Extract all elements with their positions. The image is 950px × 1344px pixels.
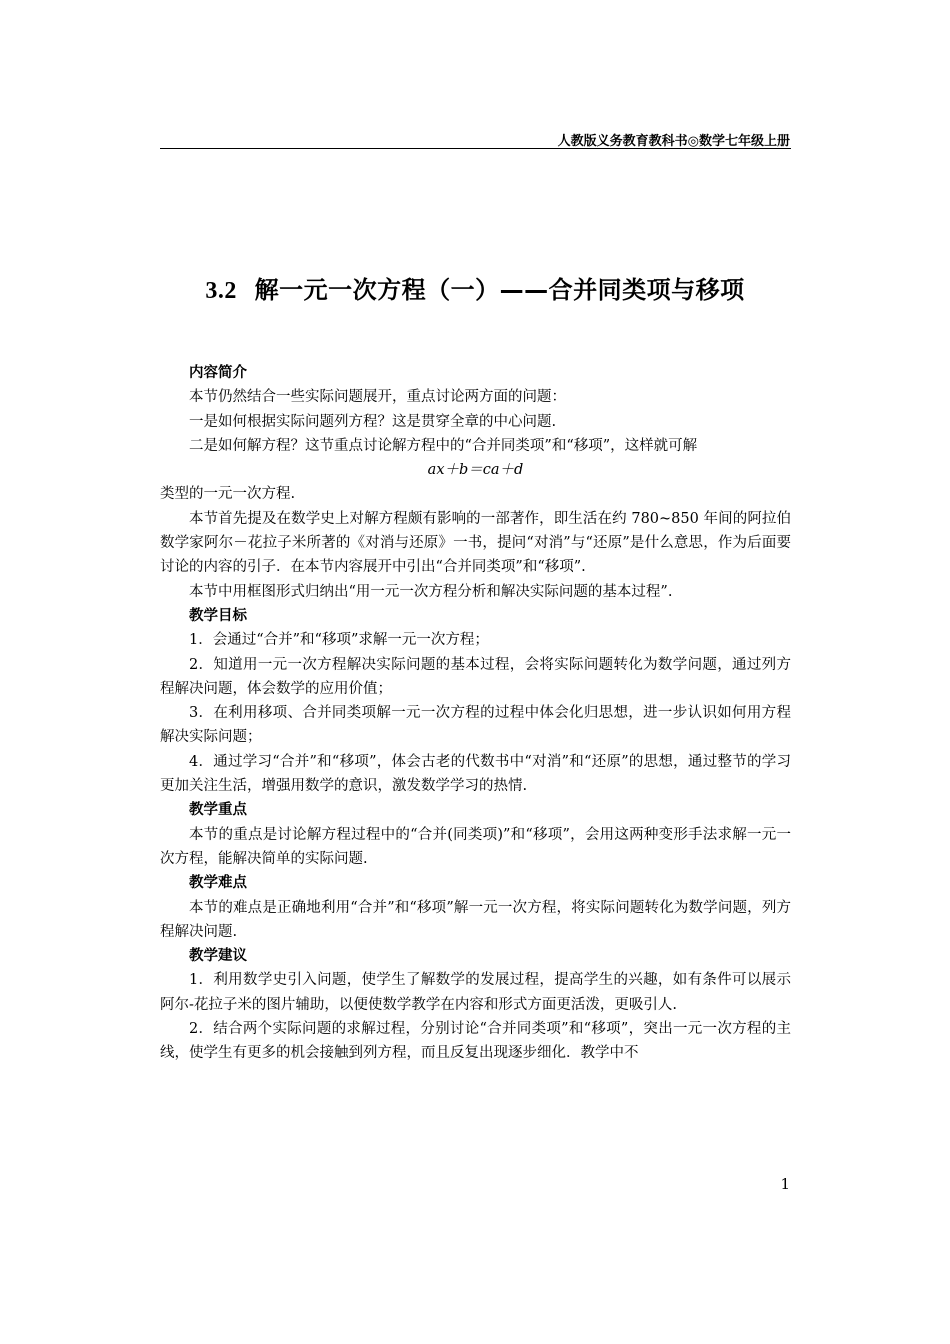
paragraph: 本节仍然结合一些实际问题展开，重点讨论两方面的问题： bbox=[189, 389, 566, 406]
paragraph: 本节首先提及在数学史上对解方程颇有影响的一部著作，即生活在约 780~850 年间的阿拉伯数学家阿尔－花拉子米所著的《对消与还原》一书，提问“对消”与“还原”是什么意思，作为后面要讨论的内容的引子．在本节内容展开中引出“合并同类项”和“移项”. bbox=[160, 510, 791, 576]
list-item: 2．结合两个实际问题的求解过程，分别讨论“合并同类项”和“移项”，突出一元一次方程的主线，使学生有更多的机会接触到列方程，而且反复出现逐步细化．教学中不 bbox=[160, 1021, 791, 1062]
paragraph: 二是如何解方程？这节重点讨论解方程中的“合并同类项”和“移项”，这样就可解 bbox=[189, 437, 698, 454]
page-title bbox=[0, 270, 950, 305]
list-item: 2．知道用一元一次方程解决实际问题的基本过程，会将实际问题转化为数学问题，通过列方程解决问题，体会数学的应用价值； bbox=[160, 656, 791, 697]
section-title: 解一元一次方程（一）——合并同类项与移项 bbox=[254, 276, 745, 304]
section-number: 3.2 bbox=[205, 278, 237, 304]
paragraph: 本节的重点是讨论解方程过程中的“合并(同类项)”和“移项”，会用这两种变形手法求解一元一次方程，能解决简单的实际问题. bbox=[160, 826, 791, 867]
paragraph: 本节中用框图形式归纳出“用一元一次方程分析和解决实际问题的基本过程”. bbox=[189, 583, 673, 600]
section-heading: 教学目标 bbox=[189, 607, 247, 624]
page-number: 1 bbox=[780, 1175, 790, 1193]
running-header: 人教版义务教育教科书◎数学七年级上册 bbox=[557, 134, 790, 149]
paragraph: 本节的难点是正确地利用“合并”和“移项”解一元一次方程，将实际问题转化为数学问题，列方程解决问题. bbox=[160, 899, 791, 940]
section-heading: 教学难点 bbox=[189, 875, 247, 892]
list-item: 3．在利用移项、合并同类项解一元一次方程的过程中体会化归思想，进一步认识如何用方程解决实际问题； bbox=[160, 705, 791, 746]
body-content bbox=[160, 361, 791, 1066]
list-item: 4．通过学习“合并”和“移项”，体会古老的代数书中“对消”和“还原”的思想，通过整节的学习更加关注生活，增强用数学的意识，激发数学学习的热情. bbox=[160, 753, 791, 795]
section-heading: 教学重点 bbox=[189, 802, 247, 819]
equation: ax＋b＝ca＋d bbox=[427, 462, 524, 479]
header-rule bbox=[160, 148, 791, 149]
paragraph: 类型的一元一次方程. bbox=[160, 486, 296, 503]
paragraph: 一是如何根据实际问题列方程？这是贯穿全章的中心问题. bbox=[189, 413, 557, 430]
list-item: 1．会通过“合并”和“移项”求解一元一次方程； bbox=[189, 632, 489, 649]
section-heading: 教学建议 bbox=[189, 948, 247, 965]
list-item: 1．利用数学史引入问题，使学生了解数学的发展过程，提高学生的兴趣，如有条件可以展示阿尔-花拉子米的图片辅助，以便使数学教学在内容和形式方面更活泼，更吸引人. bbox=[160, 972, 791, 1013]
section-heading: 内容简介 bbox=[189, 365, 247, 381]
